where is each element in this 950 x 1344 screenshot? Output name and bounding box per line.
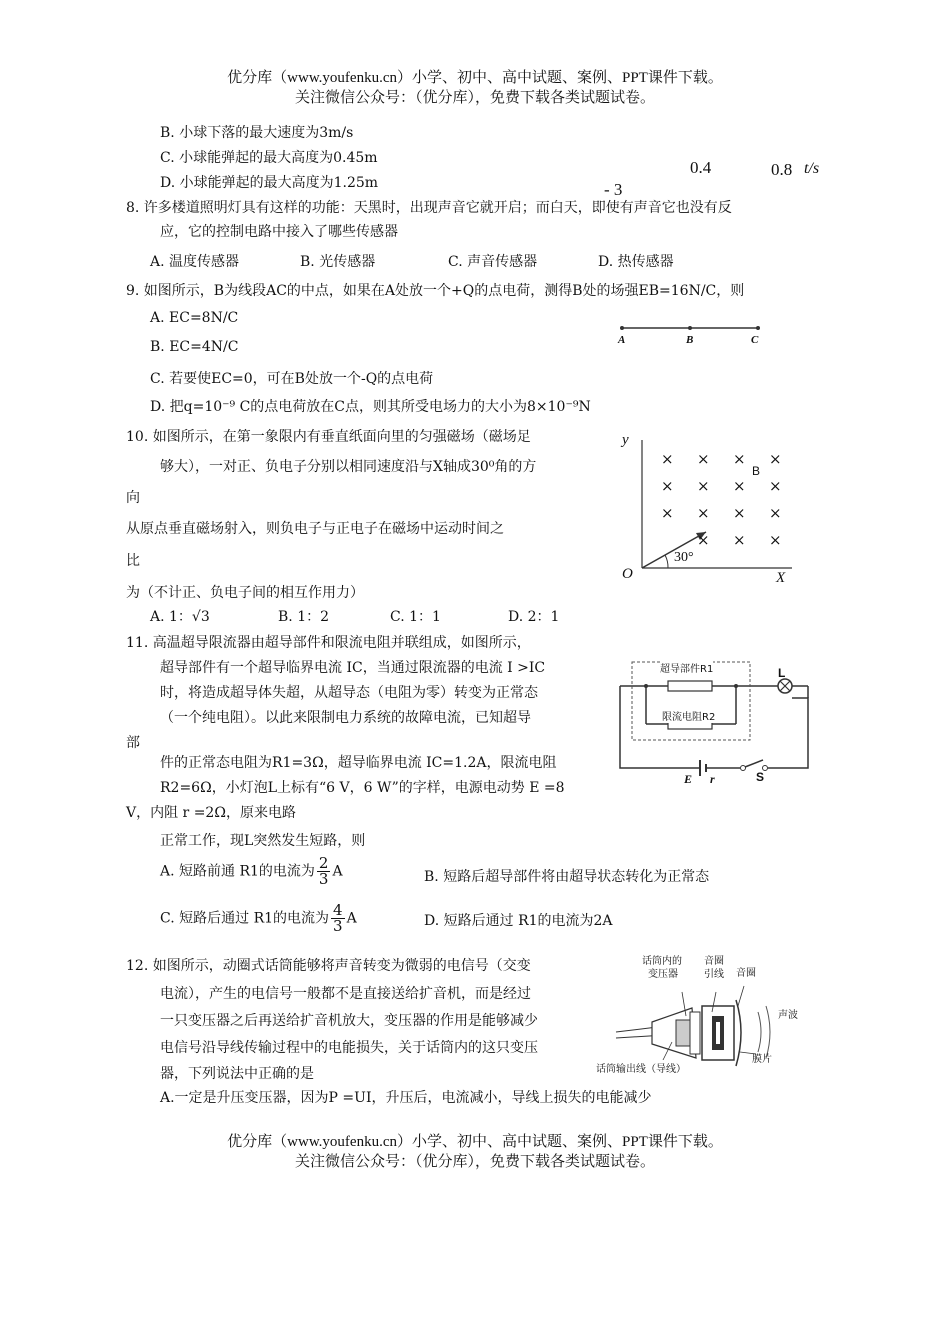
q12-microphone-figure (612, 972, 812, 1072)
q11-option-a-fraction (317, 856, 331, 887)
q11-option-a-numerator: 2 (318, 854, 329, 872)
q12-stem-line-3: 一只变压器之后再送给扩音机放大，变压器的作用是能够减少 (160, 1013, 538, 1029)
q10-field-cross: × (769, 504, 782, 522)
q10-field-cross: × (661, 450, 674, 468)
q10-stem-line-5: 比 (126, 553, 140, 569)
q12-fig-coil-lead-label: 音圈 (704, 956, 724, 967)
q10-field-cross: × (769, 531, 782, 549)
q10-field-cross: × (697, 477, 710, 495)
q11-stem-line-3: 时，将造成超导体失超，从超导态（电阻为零）转变为正常态 (160, 685, 538, 701)
q11-option-c-fraction (331, 903, 345, 934)
q12-fig-membrane-label: 膜片 (752, 1054, 772, 1065)
q9-stem: 9. 如图所示，B为线段AC的中点，如果在A处放一个+Q的点电荷，测得B处的场强EB=16N/C，则 (126, 283, 745, 299)
q10-field-cross: × (733, 477, 746, 495)
q8-option-d: D. 热传感器 (598, 254, 674, 270)
q7-graph-axis-unit: t/s (804, 160, 820, 177)
q9-option-a: A. EC=8N/C (150, 310, 239, 326)
q11-option-d: D. 短路后通过 R1的电流为2A (424, 913, 613, 929)
q12-fig-transformer-label-2: 变压器 (648, 969, 678, 980)
q12-fig-coil-lead-label-2: 引线 (704, 969, 724, 980)
q11-option-c-numerator: 4 (333, 901, 343, 919)
q10-stem-line-2: 够大），一对正、负电子分别以相同速度沿与X轴成30⁰角的方 (160, 459, 537, 475)
q10-axis-y: y (622, 432, 629, 448)
q10-stem-line-6: 为（不计正、负电子间的相互作用力） (126, 585, 364, 601)
q11-option-c (160, 903, 357, 934)
q12-stem-line-1: 12. 如图所示，动圈式话筒能够将声音转变为微弱的电信号（交变 (126, 958, 531, 974)
q12-option-a: A.一定是升压变压器，因为P =UI，升压后，电流减小，导线上损失的电能减少 (160, 1090, 652, 1106)
q12-fig-sound-label: 声波 (778, 1010, 798, 1021)
q11-option-c-denominator: 3 (333, 917, 343, 935)
q11-stem-line-7: R2=6Ω，小灯泡L上标有“6 V，6 W”的字样，电源电动势 E =8 (160, 780, 565, 796)
q12-stem-line-5: 器，下列说法中正确的是 (160, 1066, 314, 1082)
q10-field-cross: × (697, 450, 710, 468)
q11-fig-lamp-label: L (778, 666, 786, 680)
q8-option-a: A. 温度传感器 (150, 254, 240, 270)
q11-stem-line-4: （一个纯电阻）。以此来限制电力系统的故障电流，已知超导 (160, 710, 531, 726)
q11-stem-line-5: 部 (126, 735, 140, 751)
footer-line-1: 优分库（www.youfenku.cn）小学、初中、高中试题、案例、PPT课件下载。 (227, 1134, 723, 1150)
q7-graph-neg-label: - 3 (604, 180, 623, 199)
q7-option-c: C. 小球能弹起的最大高度为0.45m (160, 150, 378, 166)
q9-option-b: B. EC=4N/C (150, 339, 239, 355)
q11-fig-switch-label: S (756, 770, 765, 784)
footer-line-2: 关注微信公众号：（优分库），免费下载各类试题试卷。 (294, 1154, 655, 1170)
q10-field-cross: × (769, 477, 782, 495)
q12-stem-line-4: 电信号沿导线传输过程中的电能损失，关于话筒内的这只变压 (160, 1040, 538, 1056)
q10-origin: O (622, 566, 633, 582)
header-line-1: 优分库（www.youfenku.cn）小学、初中、高中试题、案例、PPT课件下载。 (227, 70, 723, 86)
q10-stem-line-1: 10. 如图所示，在第一象限内有垂直纸面向里的匀强磁场（磁场足 (126, 429, 531, 445)
q11-stem-line-1: 11. 高温超导限流器由超导部件和限流电阻并联组成，如图所示， (126, 635, 531, 651)
q8-stem-line-2: 应，它的控制电路中接入了哪些传感器 (160, 224, 398, 240)
q10-stem-line-4: 从原点垂直磁场射入，则负电子与正电子在磁场中运动时间之 (126, 521, 504, 537)
q11-stem-line-2: 超导部件有一个超导临界电流 IC，当通过限流器的电流 I >IC (160, 660, 546, 676)
q9-point-b: B (686, 334, 694, 346)
q12-fig-output-label: 话筒输出线（导线） (596, 1060, 686, 1075)
q8-stem-line-1: 8. 许多楼道照明灯具有这样的功能：天黑时，出现声音它就开启；而白天，即使有声音它也没有反 (126, 200, 732, 216)
q11-stem-line-6: 件的正常态电阻为R1=3Ω，超导临界电流 IC=1.2A，限流电阻 (160, 755, 557, 771)
q11-stem-line-9: 正常工作，现L突然发生短路，则 (160, 833, 366, 849)
q12-stem-line-2: 电流），产生的电信号一般都不是直接送给扩音机，而是经过 (160, 986, 531, 1002)
q10-option-b: B. 1：2 (278, 609, 330, 625)
q9-point-a: A (618, 334, 626, 346)
q8-option-c: C. 声音传感器 (448, 254, 538, 270)
q9-option-c: C. 若要使EC=0，可在B处放一个-Q的点电荷 (150, 371, 434, 387)
header-line-2: 关注微信公众号：（优分库），免费下载各类试题试卷。 (294, 90, 655, 106)
q10-field-cross: × (661, 504, 674, 522)
q11-option-a-denominator: 3 (318, 870, 329, 888)
q12-fig-coil-label: 音圈 (736, 968, 756, 979)
q11-fig-r2-label: 限流电阻R2 (662, 708, 715, 723)
q8-option-b: B. 光传感器 (300, 254, 376, 270)
q11-fig-emf-label: E (684, 772, 693, 786)
q11-option-a-text: A. 短路前通 R1的电流为 (160, 863, 315, 880)
q7-option-b: B. 小球下落的最大速度为3m/s (160, 125, 354, 141)
q10-point-b: B (752, 464, 761, 478)
q11-fig-internal-resistance-label: r (710, 772, 715, 786)
q9-point-c: C (751, 334, 759, 346)
q10-field-cross: × (697, 504, 710, 522)
q10-field-cross: × (733, 531, 746, 549)
q7-option-d: D. 小球能弹起的最大高度为1.25m (160, 175, 379, 191)
q10-stem-line-3: 向 (126, 490, 140, 506)
q10-option-c: C. 1：1 (390, 609, 441, 625)
q7-graph-tick-1: 0.4 (690, 158, 712, 177)
q10-option-a: A. 1：√3 (150, 609, 210, 625)
q11-option-c-text: C. 短路后通过 R1的电流为 (160, 910, 330, 927)
q10-field-cross: × (733, 504, 746, 522)
q10-field-cross: × (769, 450, 782, 468)
q11-option-a (160, 856, 343, 887)
q11-option-b: B. 短路后超导部件将由超导状态转化为正常态 (424, 869, 710, 885)
q10-field-cross: × (697, 531, 710, 549)
q10-axis-x: X (776, 570, 786, 586)
q12-fig-transformer-label: 话筒内的 (642, 956, 682, 967)
q11-stem-line-8: V，内阻 r =2Ω，原来电路 (126, 805, 296, 821)
q10-field-cross: × (661, 477, 674, 495)
q11-fig-r1-label: 超导部件R1 (660, 660, 713, 675)
q10-option-d: D. 2：1 (508, 609, 560, 625)
q11-option-a-unit: A (332, 863, 343, 880)
q10-angle-label: 30° (674, 550, 694, 565)
q11-option-c-unit: A (346, 910, 357, 927)
q9-option-d: D. 把q=10⁻⁹ C的点电荷放在C点，则其所受电场力的大小为8×10⁻⁹N (150, 399, 591, 415)
q7-graph-tick-2: 0.8 (771, 160, 793, 179)
q10-field-cross: × (733, 450, 746, 468)
